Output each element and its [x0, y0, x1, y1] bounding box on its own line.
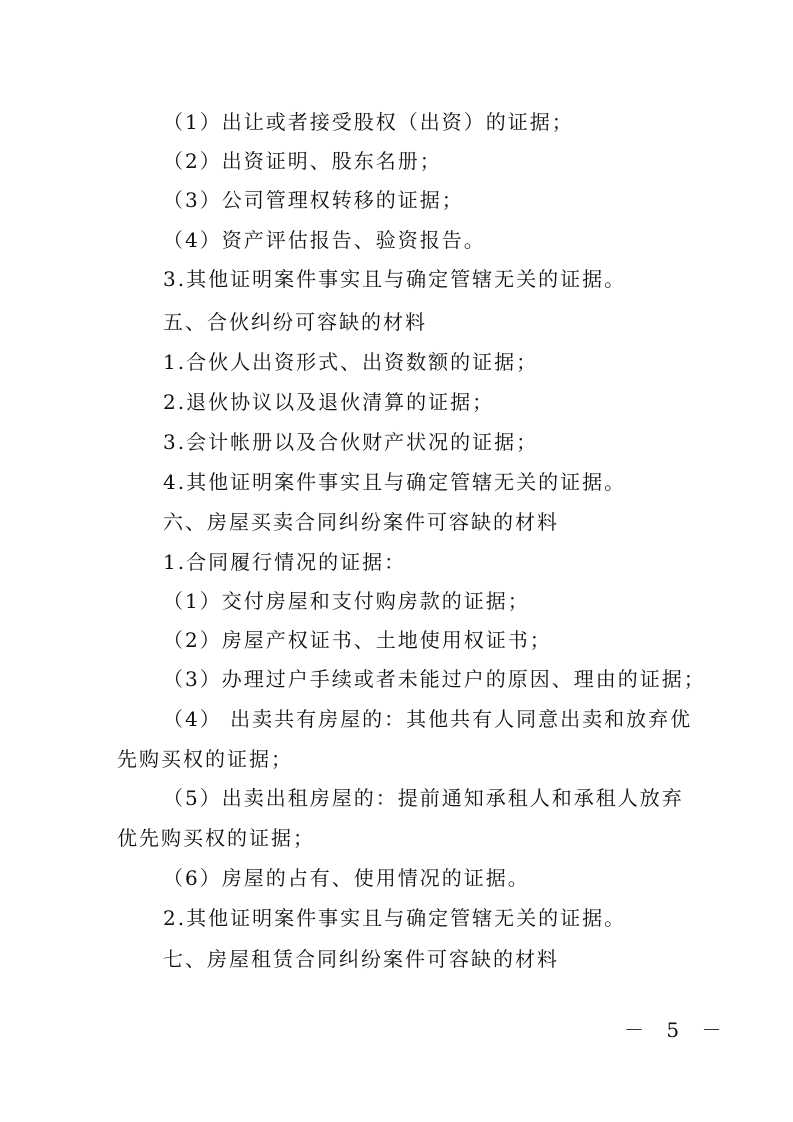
heading-text: 七、房屋租赁合同纠纷案件可容缺的材料 [163, 947, 559, 971]
page-number: － 5 － [624, 1018, 730, 1042]
text-line [0, 549, 793, 575]
line-text: （3）公司管理权转移的证据； [163, 188, 464, 212]
line-text: （1）交付房屋和支付购房款的证据； [163, 589, 530, 613]
text-line [0, 785, 793, 811]
line-text: （1）出让或者接受股权（出资）的证据； [163, 110, 574, 134]
line-text: （3）办理过户手续或者未能过户的原因、理由的证据； [163, 667, 706, 691]
section-heading [0, 509, 793, 535]
text-line [0, 469, 793, 495]
line-text: （4）资产评估报告、验资报告。 [163, 228, 486, 252]
text-line [0, 825, 793, 851]
section-heading [0, 309, 793, 335]
line-text: 优先购买权的证据； [117, 826, 315, 850]
line-text: 2.退伙协议以及退伙清算的证据； [163, 390, 495, 414]
text-line [0, 227, 793, 253]
heading-text: 五、合伙纠纷可容缺的材料 [163, 310, 427, 334]
line-text: （2）出资证明、股东名册； [163, 149, 442, 173]
line-text: （2）房屋产权证书、土地使用权证书； [163, 628, 552, 652]
text-line [0, 109, 793, 135]
text-line [0, 905, 793, 931]
text-line [0, 666, 793, 692]
line-text: 4.其他证明案件事实且与确定管辖无关的证据。 [163, 470, 627, 494]
line-text: （6）房屋的占有、使用情况的证据。 [163, 866, 530, 890]
line-text: 3.其他证明案件事实且与确定管辖无关的证据。 [163, 267, 627, 291]
line-text: 3.会计帐册以及合伙财产状况的证据； [163, 430, 539, 454]
text-line [0, 627, 793, 653]
text-line [0, 865, 793, 891]
line-text: 1.合同履行情况的证据： [163, 550, 407, 574]
line-text: 先购买权的证据； [117, 747, 293, 771]
text-line [0, 389, 793, 415]
text-line [0, 746, 793, 772]
text-line [0, 187, 793, 213]
text-line [0, 148, 793, 174]
text-line [0, 349, 793, 375]
text-line [0, 706, 793, 732]
text-line [0, 588, 793, 614]
line-text: （4） 出卖共有房屋的：其他共有人同意出卖和放弃优 [163, 707, 693, 731]
line-text: 1.合伙人出资形式、出资数额的证据； [163, 350, 539, 374]
line-text: （5）出卖出租房屋的：提前通知承租人和承租人放弃 [163, 786, 684, 810]
text-line [0, 266, 793, 292]
line-text: 2.其他证明案件事实且与确定管辖无关的证据。 [163, 906, 627, 930]
section-heading [0, 946, 793, 972]
text-line [0, 429, 793, 455]
heading-text: 六、房屋买卖合同纠纷案件可容缺的材料 [163, 510, 559, 534]
